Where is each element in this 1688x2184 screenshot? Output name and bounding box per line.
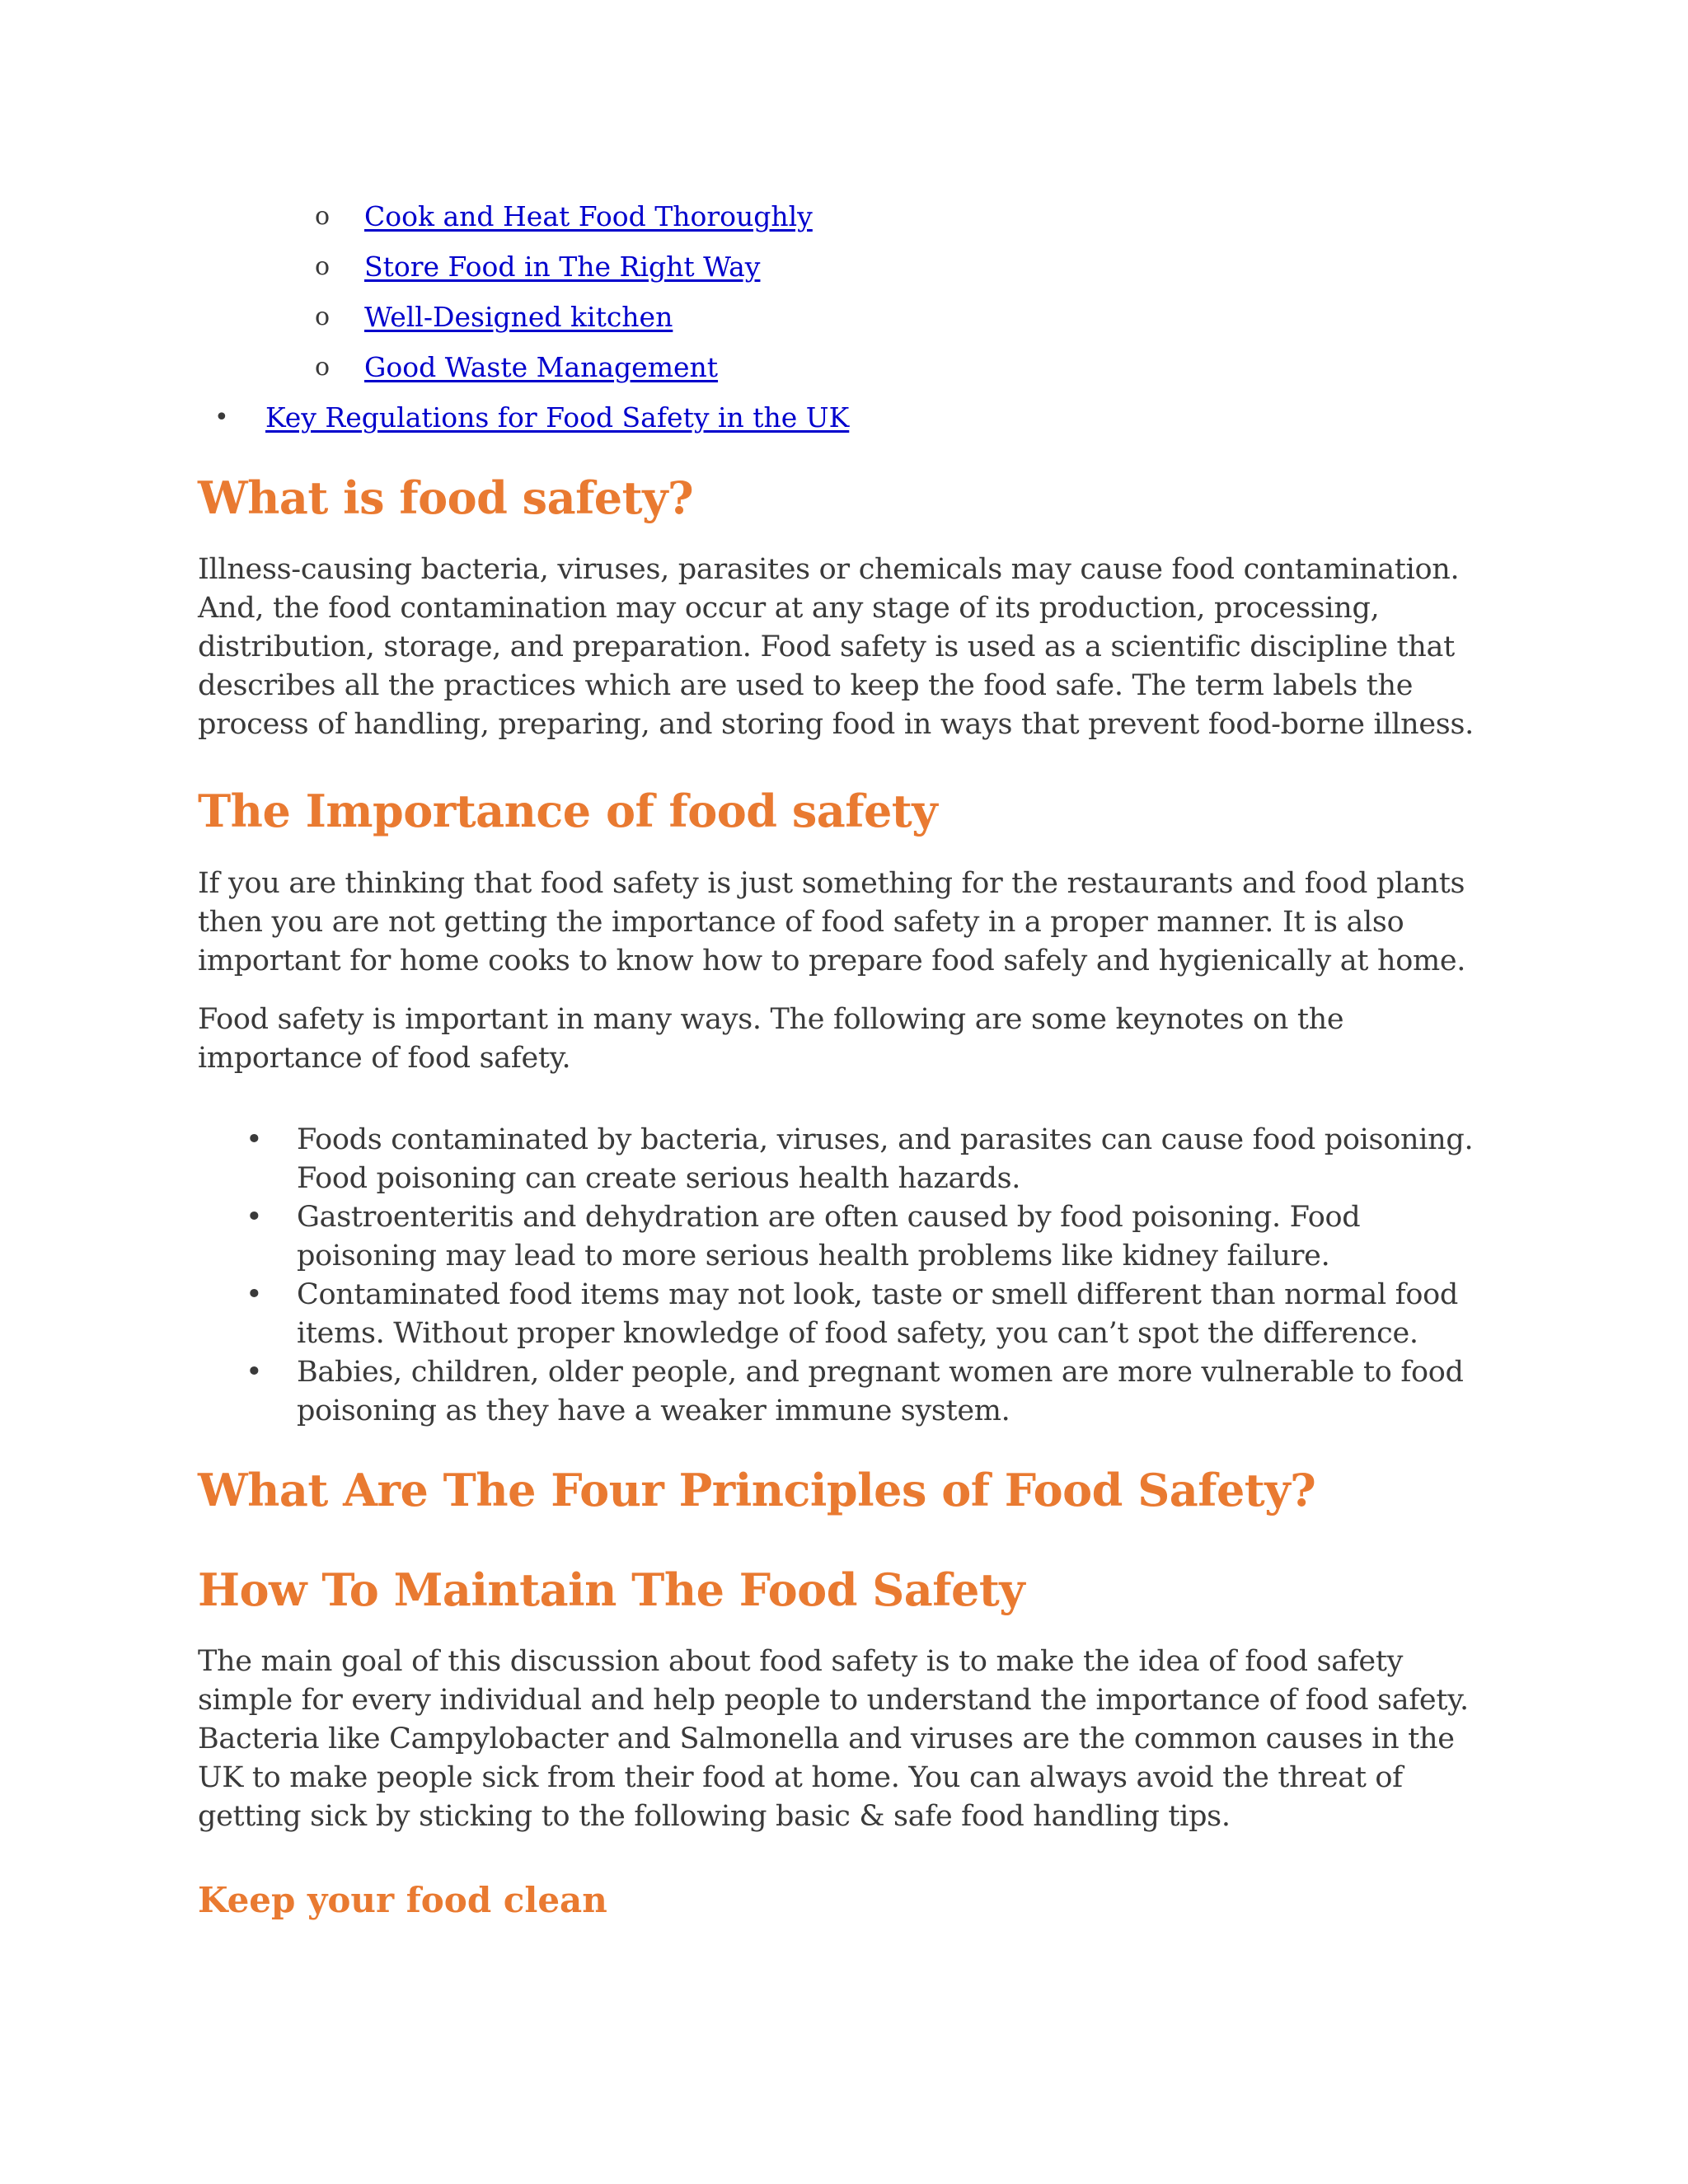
toc-item-waste (198, 342, 1434, 392)
disc-bullet-icon: • (246, 1123, 263, 1156)
disc-bullet-icon: • (246, 1356, 263, 1389)
importance-bullet-list (198, 1121, 1500, 1431)
list-item: • Foods contaminated by bacteria, viruses, and parasites can cause food poisoning. Food poisoning can create serious health hazards. (198, 1121, 1500, 1198)
heading-importance: The Importance of food safety (198, 785, 938, 837)
circle-bullet-icon: o (315, 302, 331, 331)
heading-what-is-food-safety: What is food safety? (198, 471, 694, 524)
list-item: • Contaminated food items may not look, taste or smell different than normal food items. Without proper knowledge of food safety, you can’t spot the difference. (198, 1276, 1500, 1353)
disc-bullet-icon: • (246, 1201, 263, 1234)
toc-item-store-food (198, 241, 1434, 292)
disc-bullet-icon: • (246, 1278, 263, 1311)
list-item: • Gastroenteritis and dehydration are often caused by food poisoning. Food poisoning may lead to more serious health problems like kidney failure. (198, 1198, 1500, 1276)
table-of-contents (198, 191, 1434, 443)
disc-bullet-icon: • (214, 403, 229, 432)
toc-item-regulations (198, 392, 1434, 443)
circle-bullet-icon: o (315, 252, 331, 281)
paragraph-importance-1: If you are thinking that food safety is just something for the restaurants and food plants then you are not getting the importance of food safety in a proper manner. It is also important for home cooks to know how to prepare food safely and hygienically at home. (198, 867, 1466, 977)
paragraph-maintain: The main goal of this discussion about food safety is to make the idea of food safety simple for every individual and help people to understand the importance of food safety. Bacteria like Campylobacter and Salmonella and viruses are the common causes in the UK to make people sick from their food at home. You can always avoid the threat of getting sick by sticking to the following basic & safe food handling tips. (198, 1645, 1469, 1833)
toc-link-cook-heat[interactable]: Cook and Heat Food Thoroughly (364, 200, 813, 232)
toc-link-waste[interactable]: Good Waste Management (364, 351, 719, 383)
circle-bullet-icon: o (315, 353, 331, 382)
heading-four-principles: What Are The Four Principles of Food Safety? (198, 1464, 1316, 1516)
toc-link-regulations[interactable]: Key Regulations for Food Safety in the UK (265, 401, 850, 434)
toc-link-kitchen[interactable]: Well-Designed kitchen (364, 301, 673, 333)
paragraph-what-is: Illness-causing bacteria, viruses, parasites or chemicals may cause food contamination. And, the food contamination may occur at any stage of its production, processing, distribution, storage, and preparation. Food safety is used as a scientific discipline that describes all the practices which are used to keep the food safe. The term labels the process of handling, preparing, and storing food in ways that prevent food-borne illness. (198, 553, 1474, 741)
paragraph-importance-2: Food safety is important in many ways. The following are some keynotes on the importance of food safety. (198, 1003, 1344, 1075)
list-item: • Babies, children, older people, and pregnant women are more vulnerable to food poisoning as they have a weaker immune system. (198, 1353, 1500, 1431)
circle-bullet-icon: o (315, 202, 331, 231)
heading-maintain: How To Maintain The Food Safety (198, 1563, 1025, 1616)
toc-link-store-food[interactable]: Store Food in The Right Way (364, 251, 761, 283)
toc-item-cook-heat (198, 191, 1434, 241)
toc-item-kitchen (198, 292, 1434, 342)
heading-keep-clean: Keep your food clean (198, 1880, 607, 1920)
